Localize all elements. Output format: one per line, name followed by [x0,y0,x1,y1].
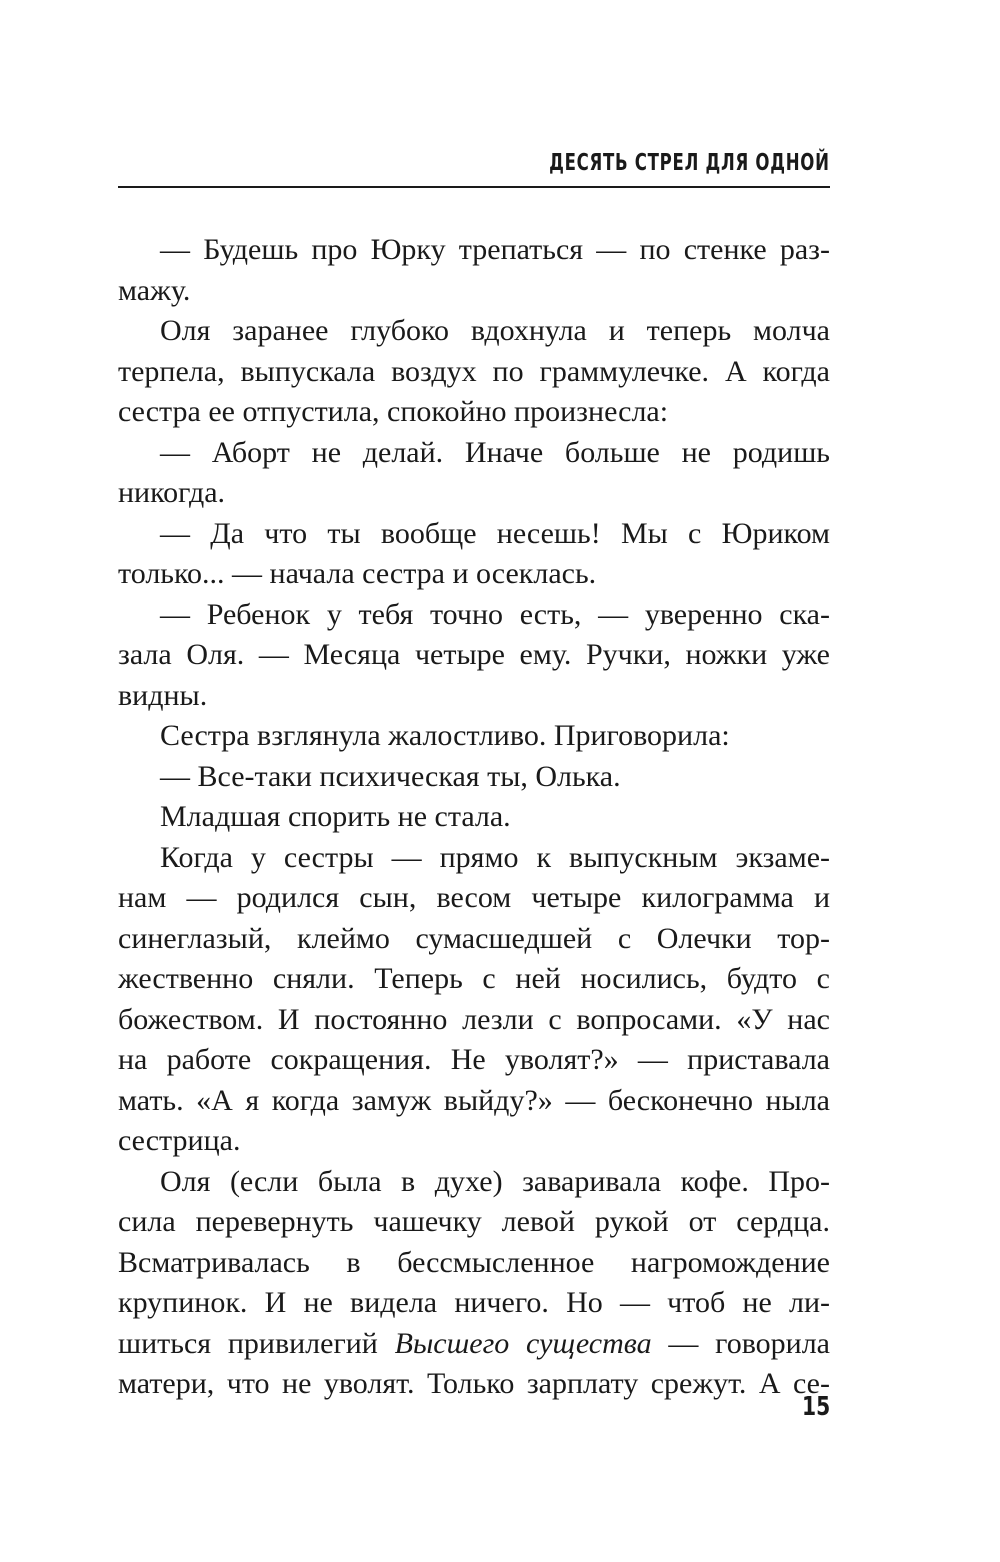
text-line: крупинок. И не видела ничего. Но — чтоб не ли- [118,1286,830,1319]
text-line: Младшая спорить не стала. [160,800,511,833]
running-head [118,148,830,188]
text-run: — говорила [651,1326,831,1360]
text-run: шиться привилегий [118,1326,395,1360]
text-line: сила перевернуть чашечку левой рукой от сердца. [118,1205,830,1238]
text-line: нам — родился сын, весом четыре килограмма и [118,881,830,914]
text-line: мажу. [118,273,191,307]
text-line: Всматривалась в бессмысленное нагромождение [118,1245,830,1279]
text-line: жественно сняли. Теперь с ней носились, будто с [118,962,830,995]
text-line: — Ребенок у тебя точно есть, — уверенно ска- [160,597,830,631]
text-line: сестрица. [118,1124,241,1157]
page-number: 15 [801,1392,830,1422]
text-line: Сестра взглянула жалостливо. Приговорила: [160,719,730,752]
text-line: на работе сокращения. Не уволят?» — приставала [118,1043,830,1076]
text-line: Когда у сестры — прямо к выпускным экзаме- [160,840,830,874]
text-line: никогда. [118,476,226,509]
text-line: — Аборт не делай. Иначе больше не родишь [160,435,830,469]
text-line [118,1324,830,1365]
body-text [118,230,830,1405]
text-line: Оля (если была в духе) заваривала кофе. Про- [160,1164,830,1198]
text-line: матери, что не уволят. Только зарплату срежут. А се- [118,1367,830,1400]
text-line: сестра ее отпустила, спокойно произнесла: [118,395,669,428]
text-line: — Да что ты вообще несешь! Мы с Юриком [160,516,830,550]
text-line: видны. [118,678,208,712]
text-line: только... — начала сестра и осеклась. [118,557,597,590]
text-line: мать. «А я когда замуж выйду?» — бесконечно ныла [118,1083,830,1117]
text-line: — Все-таки психическая ты, Олька. [160,759,621,793]
text-line: зала Оля. — Месяца четыре ему. Ручки, ножки уже [118,638,830,671]
text-line: терпела, выпускала воздух по граммулечке. А когда [118,354,830,388]
text-line: синеглазый, клеймо сумасшедшей с Олечки тор- [118,921,830,955]
text-line: Оля заранее глубоко вдохнула и теперь молча [160,314,830,347]
italic-phrase: Высшего существа [394,1326,652,1360]
text-line: — Будешь про Юрку трепаться — по стенке раз- [160,233,830,266]
text-line: божеством. И постоянно лезли с вопросами. «У нас [118,1002,830,1036]
running-head-title: ДЕСЯТЬ СТРЕЛ ДЛЯ ОДНОЙ [549,150,830,176]
